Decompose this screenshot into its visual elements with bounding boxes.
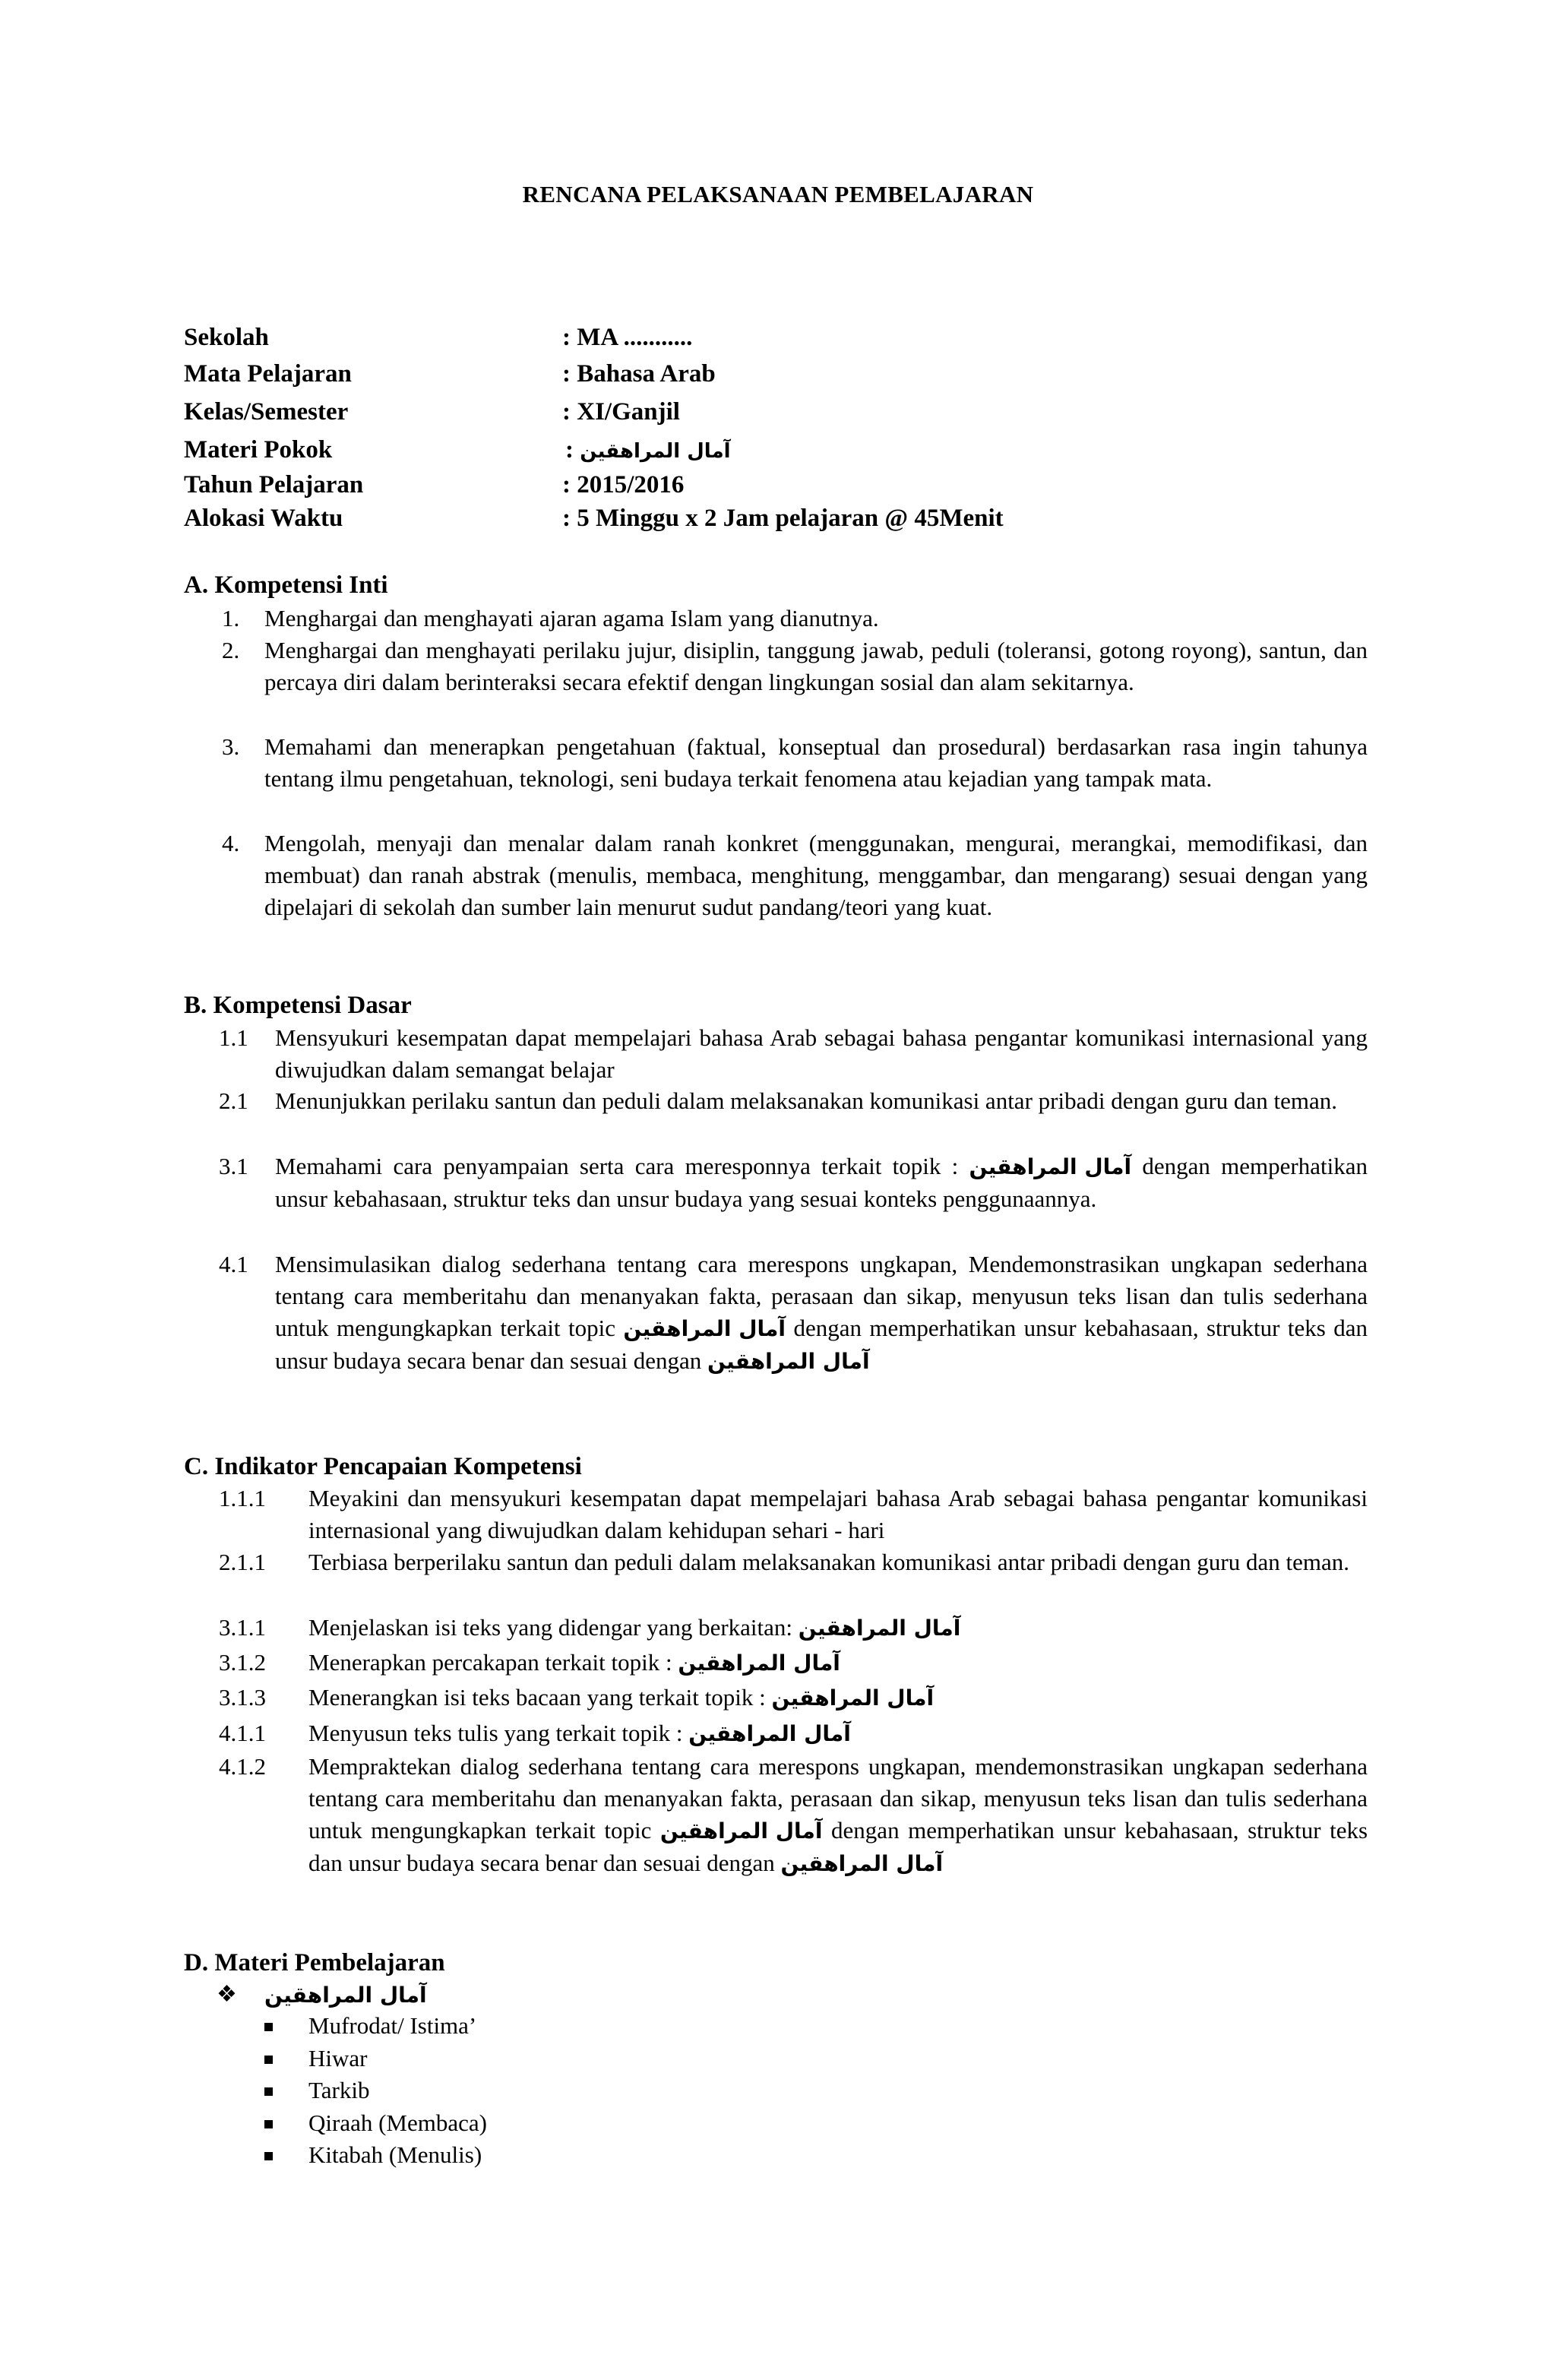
item-text-before: Menerangkan isi teks bacaan yang terkait topik :: [308, 1684, 766, 1711]
list-item: Kitabah (Menulis): [308, 2141, 482, 2168]
diamond-bullet-icon: ❖: [217, 1982, 237, 2007]
identity-label: Sekolah: [184, 324, 269, 351]
list-item: Tarkib: [308, 2077, 370, 2103]
identity-colon: :: [565, 436, 574, 464]
section-d-heading: D. Materi Pembelajaran: [184, 1949, 445, 1976]
item-text: [308, 1717, 1368, 1750]
identity-label: Alokasi Waktu: [184, 505, 343, 532]
identity-label: Kelas/Semester: [184, 398, 349, 426]
list-item: [219, 1647, 1368, 1679]
identity-value: : Bahasa Arab: [562, 360, 716, 388]
item-number: 3.1.3: [219, 1684, 266, 1711]
item-text-after: dengan memperhatikan unsur kebahasaan, struktur teks dan unsur budaya secara benar dan sesuai dengan: [308, 1817, 1368, 1876]
item-text-before: Mensimulasikan dialog sederhana tentang cara merespons ungkapan, Mendemonstrasikan ungkapan sederhana tentang cara memberitahu dan menanyakan fakta, perasaan dan sikap, menyusun teks lisan dan tulis sederhana untuk mengungkapkan terkait topic: [275, 1251, 1368, 1341]
arabic-topic: آمال المراهقين: [969, 1154, 1132, 1179]
list-item: [219, 1751, 1368, 1880]
item-text: [308, 1682, 1368, 1714]
identity-value: : MA ...........: [562, 324, 693, 351]
materi-topic: [264, 1980, 427, 2011]
list-item: [219, 1717, 1368, 1750]
item-text-mid: dengan memperhatikan unsur kebahasaan, struktur teks dan unsur budaya secara benar dan sesuai dengan: [275, 1315, 1368, 1374]
item-text-before: Mempraktekan dialog sederhana tentang cara merespons ungkapan, mendemonstrasikan ungkapan sederhana tentang cara memberitahu dan menanyakan fakta, perasaan dan sikap, menyusun teks lisan dan tulis sederhana untuk mengungkapkan terkait topic: [308, 1753, 1368, 1844]
item-number: 2.1: [219, 1087, 248, 1114]
list-item: [219, 1483, 1368, 1546]
item-number: 4.: [222, 830, 240, 856]
list-item: Hiwar: [308, 2045, 368, 2071]
list-item: [219, 1612, 1368, 1644]
list-item: [219, 1249, 1368, 1378]
item-number: 4.1.1: [219, 1720, 266, 1746]
list-item: [219, 1150, 1368, 1215]
page-title: RENCANA PELAKSANAAN PEMBELAJARAN: [522, 181, 1034, 207]
list-item: [222, 603, 1368, 635]
identity-label: Materi Pokok: [184, 436, 333, 464]
item-text-after: dengan memperhatikan unsur kebahasaan, struktur teks dan unsur budaya yang sesuai konteks penggunaannya.: [275, 1153, 1368, 1212]
identity-label: Tahun Pelajaran: [184, 471, 364, 498]
item-number: 1.1.1: [219, 1485, 266, 1511]
list-item: [222, 635, 1368, 698]
identity-value: : XI/Ganjil: [562, 398, 680, 426]
item-number: 3.1: [219, 1153, 248, 1179]
item-number: 4.1.2: [219, 1753, 266, 1780]
identity-label: Mata Pelajaran: [184, 360, 352, 388]
arabic-topic: آمال المراهقين: [678, 1650, 840, 1676]
item-text: Menghargai dan menghayati perilaku jujur, disiplin, tanggung jawab, peduli (toleransi, gotong royong), santun, dan percaya diri dalam berinteraksi secara efektif dengan lingkungan sosial dan alam sekitarnya.: [264, 637, 1368, 695]
arabic-topic: آمال المراهقين: [798, 1616, 961, 1641]
item-text: Mengolah, menyaji dan menalar dalam ranah konkret (menggunakan, mengurai, merangkai, memodifikasi, dan membuat) dan ranah abstrak (menulis, membaca, menghitung, menggambar, dan mengarang) sesuai dengan yang dipelajari di sekolah dan sumber lain menurut sudut pandang/teori yang kuat.: [264, 830, 1368, 920]
item-text: Menghargai dan menghayati ajaran agama Islam yang dianutnya.: [264, 605, 879, 631]
square-bullet-icon: [264, 2087, 273, 2096]
item-text: Memahami dan menerapkan pengetahuan (faktual, konseptual dan prosedural) berdasarkan rasa ingin tahunya tentang ilmu pengetahuan, teknologi, seni budaya terkait fenomena atau kejadian yang tampak mata.: [264, 733, 1368, 792]
item-number: 3.: [222, 733, 240, 760]
item-text: Terbiasa berperilaku santun dan peduli dalam melaksanakan komunikasi antar pribadi dengan guru dan teman.: [308, 1549, 1349, 1575]
list-item: [222, 731, 1368, 795]
section-b-heading: B. Kompetensi Dasar: [184, 992, 412, 1019]
square-bullet-icon: [264, 2120, 273, 2128]
item-number: 1.1: [219, 1024, 248, 1051]
identity-value: : 2015/2016: [562, 471, 685, 498]
list-item: [222, 828, 1368, 923]
list-item: Mufrodat/ Istima’: [308, 2012, 477, 2039]
item-number: 2.: [222, 637, 240, 663]
item-text-before: Memahami cara penyampaian serta cara meresponnya terkait topik :: [275, 1153, 959, 1179]
section-c-heading: C. Indikator Pencapaian Kompetensi: [184, 1453, 582, 1480]
arabic-topic: آمال المراهقين: [688, 1721, 851, 1746]
square-bullet-icon: [264, 2056, 273, 2064]
item-text: [275, 1150, 1368, 1215]
item-text-before: Menyusun teks tulis yang terkait topik :: [308, 1720, 683, 1746]
item-text: [308, 1647, 1368, 1679]
item-text-before: Menerapkan percakapan terkait topik :: [308, 1649, 672, 1676]
identity-value: : 5 Minggu x 2 Jam pelajaran @ 45Menit: [562, 505, 1004, 532]
list-item: [219, 1546, 1368, 1578]
item-text: Mensyukuri kesempatan dapat mempelajari bahasa Arab sebagai bahasa pengantar komunikasi internasional yang diwujudkan dalam semangat belajar: [275, 1024, 1368, 1083]
section-a-heading: A. Kompetensi Inti: [184, 571, 388, 599]
identity-value: [565, 435, 731, 467]
list-item: [219, 1022, 1368, 1086]
list-item: [219, 1085, 1368, 1117]
arabic-topic: آمال المراهقين: [780, 1851, 944, 1876]
arabic-topic: آمال المراهقين: [707, 1349, 870, 1374]
item-text-before: Menjelaskan isi teks yang didengar yang berkaitan:: [308, 1614, 793, 1641]
square-bullet-icon: [264, 2023, 273, 2031]
list-item: Qiraah (Membaca): [308, 2109, 487, 2136]
arabic-topic: آمال المراهقين: [623, 1316, 786, 1341]
item-text: [308, 1612, 1368, 1644]
item-text: [308, 1751, 1368, 1880]
list-item: [219, 1682, 1368, 1714]
arabic-topic: آمال المراهقين: [580, 440, 731, 463]
item-text: Meyakini dan mensyukuri kesempatan dapat mempelajari bahasa Arab sebagai bahasa pengantar komunikasi internasional yang diwujudkan dalam kehidupan sehari - hari: [308, 1485, 1368, 1543]
square-bullet-icon: [264, 2152, 273, 2160]
item-text: [275, 1249, 1368, 1378]
arabic-topic: آمال المراهقين: [659, 1818, 823, 1844]
item-number: 2.1.1: [219, 1549, 266, 1575]
item-number: 4.1: [219, 1251, 248, 1277]
item-number: 3.1.2: [219, 1649, 266, 1676]
item-text: Menunjukkan perilaku santun dan peduli dalam melaksanakan komunikasi antar pribadi dengan guru dan teman.: [275, 1087, 1338, 1114]
arabic-topic: آمال المراهقين: [264, 1983, 427, 2008]
item-number: 1.: [222, 605, 240, 631]
item-number: 3.1.1: [219, 1614, 266, 1641]
arabic-topic: آمال المراهقين: [771, 1685, 935, 1711]
